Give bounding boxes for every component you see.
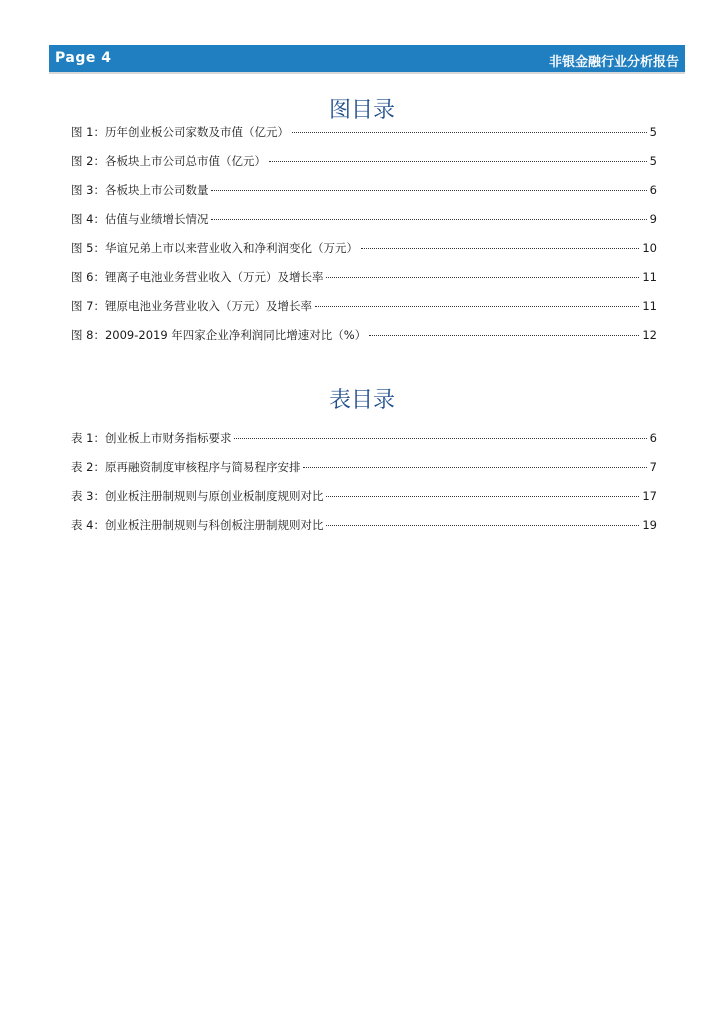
toc-entry-label: 图 4：估值与业绩增长情况 <box>71 212 209 226</box>
toc-leader <box>292 132 647 133</box>
toc-entry-label: 图 1：历年创业板公司家数及市值（亿元） <box>71 125 289 139</box>
figures-section-title: 图目录 <box>328 98 395 123</box>
toc-entry[interactable] <box>71 459 657 488</box>
toc-leader <box>369 335 639 336</box>
toc-entry-label: 表 2：原再融资制度审核程序与简易程序安排 <box>71 460 301 474</box>
toc-entry-label: 图 7：锂原电池业务营业收入（万元）及增长率 <box>71 299 312 313</box>
toc-entry[interactable] <box>71 153 657 182</box>
tables-toc <box>71 430 657 546</box>
toc-entry-page: 10 <box>642 241 657 255</box>
toc-entry[interactable] <box>71 124 657 153</box>
toc-entry[interactable] <box>71 327 657 356</box>
toc-leader <box>326 525 639 526</box>
toc-leader <box>234 438 646 439</box>
toc-entry-page: 5 <box>649 125 657 139</box>
toc-entry[interactable] <box>71 488 657 517</box>
toc-entry-page: 12 <box>642 328 657 342</box>
toc-entry-label: 图 6：锂离子电池业务营业收入（万元）及增长率 <box>71 270 324 284</box>
toc-leader <box>303 467 646 468</box>
report-title: 非银金融行业分析报告 <box>548 55 679 70</box>
page-number-label: Page 4 <box>55 50 112 66</box>
toc-leader <box>326 496 639 497</box>
toc-leader <box>326 277 639 278</box>
toc-entry[interactable] <box>71 269 657 298</box>
toc-entry-page: 11 <box>642 299 657 313</box>
toc-entry-page: 7 <box>649 460 657 474</box>
page-header <box>49 45 685 74</box>
figures-toc <box>71 124 657 356</box>
toc-entry-label: 图 3：各板块上市公司数量 <box>71 183 209 197</box>
toc-entry[interactable] <box>71 430 657 459</box>
toc-entry-label: 图 5：华谊兄弟上市以来营业收入和净利润变化（万元） <box>71 241 358 255</box>
toc-entry-label: 表 4：创业板注册制规则与科创板注册制规则对比 <box>71 518 324 532</box>
toc-entry-page: 19 <box>642 518 657 532</box>
toc-entry-label: 图 8：2009-2019 年四家企业净利润同比增速对比（%） <box>71 328 367 342</box>
toc-entry-page: 9 <box>649 212 657 226</box>
toc-entry[interactable] <box>71 182 657 211</box>
toc-leader <box>211 219 646 220</box>
toc-entry-label: 表 1：创业板上市财务指标要求 <box>71 431 232 445</box>
toc-entry-label: 图 2：各板块上市公司总市值（亿元） <box>71 154 266 168</box>
toc-entry[interactable] <box>71 298 657 327</box>
toc-entry-label: 表 3：创业板注册制规则与原创业板制度规则对比 <box>71 489 324 503</box>
toc-leader <box>361 248 639 249</box>
toc-entry[interactable] <box>71 517 657 546</box>
toc-entry[interactable] <box>71 211 657 240</box>
toc-leader <box>211 190 646 191</box>
toc-entry-page: 11 <box>642 270 657 284</box>
toc-entry-page: 6 <box>649 431 657 445</box>
tables-section-title: 表目录 <box>328 388 395 413</box>
toc-entry-page: 5 <box>649 154 657 168</box>
toc-entry[interactable] <box>71 240 657 269</box>
toc-entry-page: 17 <box>642 489 657 503</box>
toc-entry-page: 6 <box>649 183 657 197</box>
toc-leader <box>269 161 647 162</box>
toc-leader <box>315 306 639 307</box>
